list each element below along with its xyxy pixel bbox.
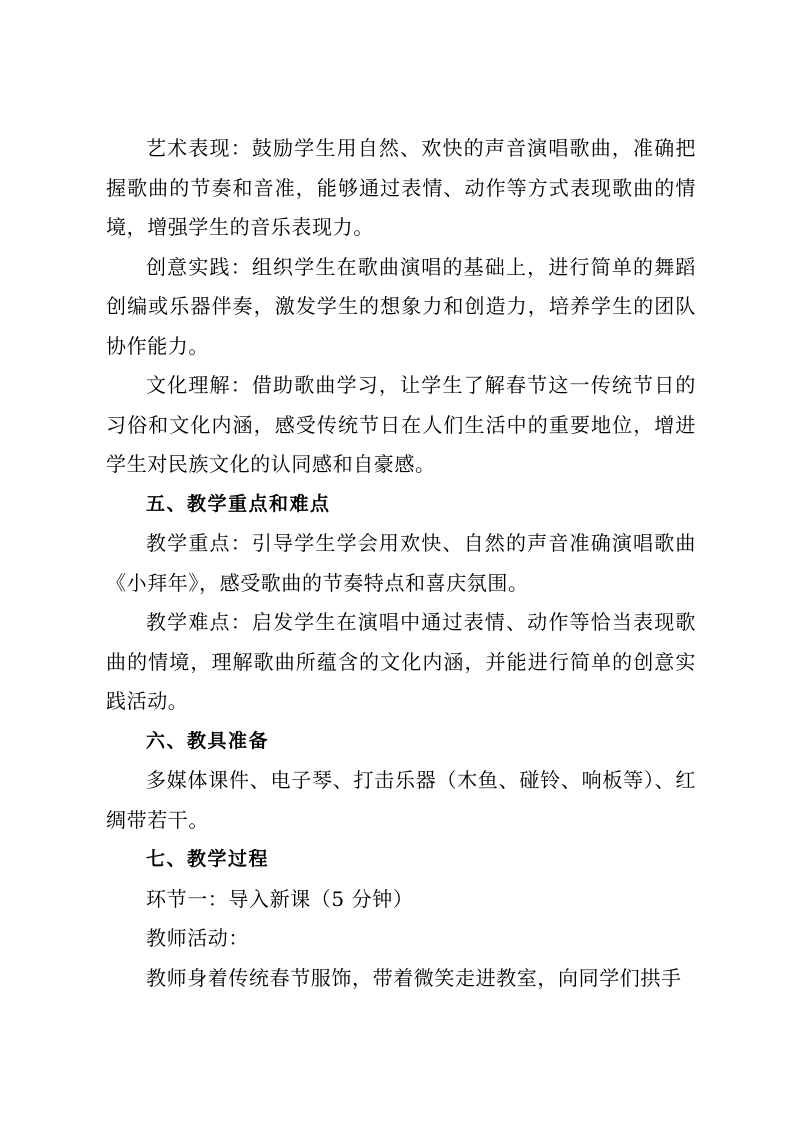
paragraph-teaching-difficulty: 教学难点：启发学生在演唱中通过表情、动作等恰当表现歌曲的情境，理解歌曲所蕴含的文化内涵，并能进行简单的创意实践活动。	[106, 610, 696, 713]
paragraph-artistic-expression: 艺术表现：鼓励学生用自然、欢快的声音演唱歌曲，准确把握歌曲的节奏和音准，能够通过表情、动作等方式表现歌曲的情境，增强学生的音乐表现力。	[106, 136, 696, 239]
document-body	[106, 129, 696, 998]
heading-section-6: 六、教具准备	[146, 729, 270, 752]
paragraph-creative-practice: 创意实践：组织学生在歌曲演唱的基础上，进行简单的舞蹈创编或乐器伴奏，激发学生的想象力和创造力，培养学生的团队协作能力。	[106, 254, 696, 358]
paragraph-step-one: 环节一：导入新课（5 分钟）	[146, 886, 414, 911]
paragraph-teacher-activity: 教师活动：	[146, 926, 249, 950]
heading-section-7: 七、教学过程	[146, 848, 270, 870]
paragraph-teaching-focus: 教学重点：引导学生学会用欢快、自然的声音准确演唱歌曲《小拜年》，感受歌曲的节奏特点和喜庆氛围。	[106, 531, 696, 595]
paragraph-teaching-aids: 多媒体课件、电子琴、打击乐器（木鱼、碰铃、响板等）、红绸带若干。	[106, 768, 696, 832]
heading-section-5: 五、教学重点和难点	[146, 492, 331, 515]
paragraph-cultural-understanding: 文化理解：借助歌曲学习，让学生了解春节这一传统节日的习俗和文化内涵，感受传统节日在人们生活中的重要地位，增进学生对民族文化的认同感和自豪感。	[106, 373, 696, 476]
paragraph-teacher-entrance: 教师身着传统春节服饰，带着微笑走进教室，向同学们拱手	[146, 965, 682, 990]
